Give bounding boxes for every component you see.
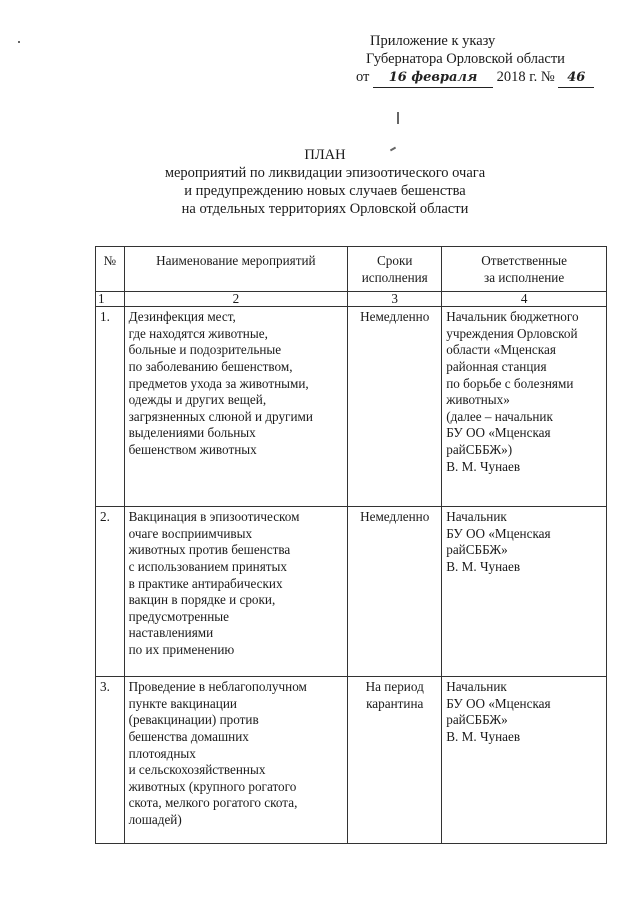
responsible-line: животных» xyxy=(446,392,510,408)
plan-subtitle-2: и предупреждению новых случаев бешенства xyxy=(184,183,466,199)
handwritten-number: 46 xyxy=(567,70,586,85)
responsible-line: райСББЖ» xyxy=(446,712,508,728)
measure-line: Вакцинация в эпизоотическом xyxy=(128,509,300,525)
measure-line: по их применению xyxy=(128,641,235,657)
header-responsible xyxy=(442,247,607,292)
measure-line: предусмотренные xyxy=(128,608,230,624)
responsible-line: учреждения Орловской xyxy=(446,325,578,341)
term-line: Немедленно xyxy=(360,309,430,325)
measure-line: (ревакцинации) против xyxy=(128,712,259,728)
header-term-line: Сроки xyxy=(376,253,413,268)
plan-subtitle-3: на отдельных территориях Орловской области xyxy=(181,201,469,217)
appendix-header xyxy=(300,32,600,88)
measure-line: животных (крупного рогатого xyxy=(128,778,297,794)
appendix-line-2: Губернатора Орловской области xyxy=(366,51,565,67)
header-number: № xyxy=(96,247,125,292)
row-measure xyxy=(124,307,348,507)
table-row xyxy=(96,507,607,677)
measure-line: лошадей) xyxy=(128,811,182,827)
row-responsible xyxy=(442,677,607,844)
measures-table xyxy=(95,246,607,844)
handwritten-date: 16 февраля xyxy=(388,70,478,85)
measure-line: загрязненных слюной и другими xyxy=(128,408,313,424)
header-term xyxy=(348,247,442,292)
responsible-line: Начальник xyxy=(446,509,507,525)
responsible-line: (далее – начальник xyxy=(446,408,553,424)
measure-line: в практике антирабических xyxy=(128,575,283,591)
responsible-line: по борьбе с болезнями xyxy=(446,375,574,391)
column-number: 4 xyxy=(442,292,607,307)
column-number: 1 xyxy=(96,292,125,307)
measure-line: больные и подозрительные xyxy=(128,342,282,358)
row-term xyxy=(348,307,442,507)
responsible-line: БУ ОО «Мценская xyxy=(446,425,551,441)
column-number-row xyxy=(96,292,607,307)
table-header-row xyxy=(96,247,607,292)
responsible-line: Начальник бюджетного xyxy=(446,309,579,325)
row-number: 2. xyxy=(96,507,125,677)
measure-line: бешенством животных xyxy=(128,441,257,457)
pen-mark xyxy=(397,112,399,124)
measure-line: наставлениями xyxy=(128,625,214,641)
column-number: 3 xyxy=(348,292,442,307)
responsible-line: БУ ОО «Мценская xyxy=(446,695,551,711)
row-measure xyxy=(124,507,348,677)
row-term xyxy=(348,677,442,844)
measure-line: по заболеванию бешенством, xyxy=(128,358,293,374)
responsible-line: БУ ОО «Мценская xyxy=(446,525,551,541)
measure-line: бешенства домашних xyxy=(128,728,249,744)
scan-speck xyxy=(18,41,20,43)
row-measure xyxy=(124,677,348,844)
row-number: 1. xyxy=(96,307,125,507)
measure-line: где находятся животные, xyxy=(128,325,268,341)
date-prefix: от xyxy=(356,69,370,85)
responsible-line: В. М. Чунаев xyxy=(446,728,521,744)
measure-line: очаге восприимчивых xyxy=(128,525,253,541)
appendix-line-1: Приложение к указу xyxy=(370,33,496,49)
responsible-line: Начальник xyxy=(446,679,507,695)
appendix-date-line xyxy=(300,68,600,88)
measure-line: с использованием принятых xyxy=(128,558,287,574)
table-row xyxy=(96,307,607,507)
measure-line: Проведение в неблагополучном xyxy=(128,679,307,695)
measure-line: пункте вакцинации xyxy=(128,695,237,711)
header-resp-line: за исполнение xyxy=(484,269,565,285)
row-responsible xyxy=(442,507,607,677)
measure-line: одежды и других вещей, xyxy=(128,392,267,408)
plan-heading: ПЛАН xyxy=(304,147,346,163)
number-field xyxy=(558,68,594,88)
measure-line: вакцин в порядке и сроки, xyxy=(128,592,276,608)
year-text: 2018 г. № xyxy=(496,69,555,85)
measure-line: выделениями больных xyxy=(128,425,256,441)
responsible-line: райСББЖ» xyxy=(446,542,508,558)
measure-line: и сельскохозяйственных xyxy=(128,762,266,778)
plan-subtitle-1: мероприятий по ликвидации эпизоотического очага xyxy=(164,165,486,181)
row-number: 3. xyxy=(96,677,125,844)
measure-line: животных против бешенства xyxy=(128,542,291,558)
table-row xyxy=(96,677,607,844)
header-name: Наименование мероприятий xyxy=(124,247,348,292)
row-term xyxy=(348,507,442,677)
responsible-line: области «Мценская xyxy=(446,342,556,358)
responsible-line: райСББЖ») xyxy=(446,441,513,457)
header-resp-line: Ответственные xyxy=(481,253,567,268)
term-line: карантина xyxy=(366,695,424,711)
responsible-line: районная станция xyxy=(446,358,547,374)
plan-title xyxy=(150,146,500,218)
measure-line: предметов ухода за животными, xyxy=(128,375,309,391)
responsible-line: В. М. Чунаев xyxy=(446,458,521,474)
responsible-line: В. М. Чунаев xyxy=(446,558,521,574)
date-field xyxy=(373,68,493,88)
measure-line: плотоядных xyxy=(128,745,196,761)
column-number: 2 xyxy=(124,292,348,307)
header-term-line: исполнения xyxy=(361,269,428,285)
measure-line: скота, мелкого рогатого скота, xyxy=(128,795,298,811)
measure-line: Дезинфекция мест, xyxy=(128,309,236,325)
term-line: Немедленно xyxy=(360,509,430,525)
term-line: На период xyxy=(365,679,424,695)
row-responsible xyxy=(442,307,607,507)
